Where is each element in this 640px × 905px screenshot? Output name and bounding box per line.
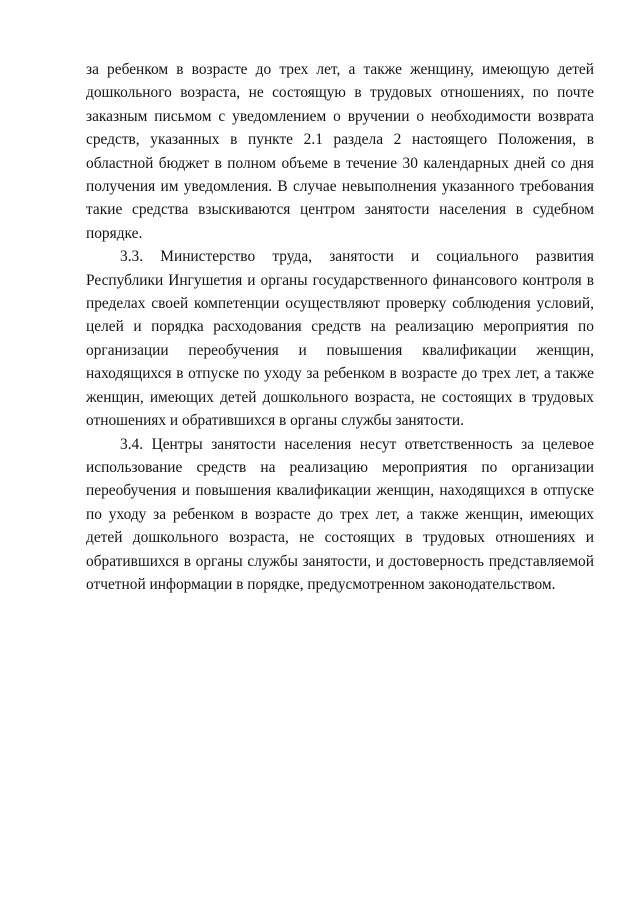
paragraph-continuation: за ребенком в возрасте до трех лет, а также женщину, имеющую детей дошкольного возраста, не состоящую в трудовых отношениях, по почте заказным письмом с уведомлением о вручении о необходимости возврата средств, указанных в пункте 2.1 раздела 2 настоящего Положения, в областной бюджет в полном объеме в течение 30 календарных дней со дня получения им уведомления. В случае невыполнения указанного требования такие средства взыскиваются центром занятости населения в судебном порядке. — [86, 61, 594, 242]
document-page — [86, 58, 594, 596]
paragraph-3-4: 3.4. Центры занятости населения несут ответственность за целевое использование средств на реализацию мероприятия по организации переобучения и повышения квалификации женщин, находящихся в отпуске по уходу за ребенком в возрасте до трех лет, а также женщин, имеющих детей дошкольного возраста, не состоящих в трудовых отношениях и обратившихся в органы службы занятости, и достоверность представляемой отчетной информации в порядке, предусмотренном законодательством. — [86, 435, 594, 593]
paragraph-3-3: 3.3. Министерство труда, занятости и социального развития Республики Ингушетия и органы государственного финансового контроля в пределах своей компетенции осуществляют проверку соблюдения условий, целей и порядка расходования средств на реализацию мероприятия по организации переобучения и повышения квалификации женщин, находящихся в отпуске по уходу за ребенком в возрасте до трех лет, а также женщин, имеющих детей дошкольного возраста, не состоящих в трудовых отношениях и обратившихся в органы службы занятости. — [86, 248, 594, 430]
